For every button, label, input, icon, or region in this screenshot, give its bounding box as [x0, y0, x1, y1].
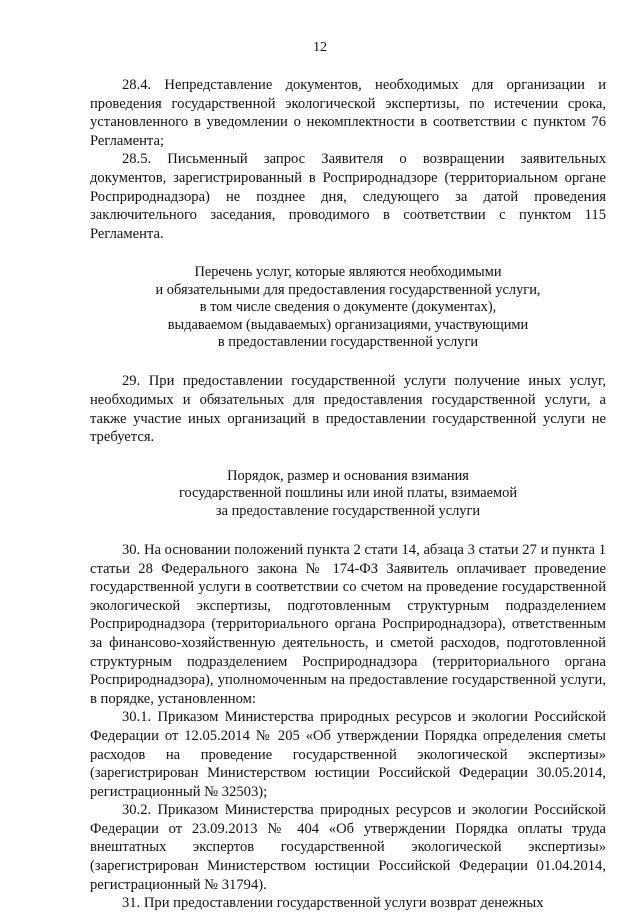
heading-line: Перечень услуг, которые являются необходимыми — [194, 264, 502, 281]
paragraph-28-4: 28.4. Непредставление документов, необходимых для организации и проведения государственной экологической экспертизы, по истечении срока, установленного в уведомлении о некомплектности в соответствии с пунктом 76 Регламента; — [90, 77, 606, 149]
heading-line: Порядок, размер и основания взимания — [227, 467, 469, 484]
heading-line: в предоставлении государственной услуги — [217, 333, 479, 350]
paragraph-30-2: 30.2. Приказом Министерства природных ресурсов и экологии Российской Федерации от 23.09.2013 № 404 «Об утверждении Порядка оплаты труда внештатных экспертов государственной экологической экспертизы» (зарегистрирован Министерством юстиции Российской Федерации 01.04.2014, регистрационный № 31794). — [90, 802, 606, 893]
heading-line: в том числе сведения о документе (документах), — [199, 299, 497, 316]
heading-line: за предоставление государственной услуги — [215, 502, 481, 519]
page-number: 12 — [313, 40, 327, 55]
paragraph-29: 29. При предоставлении государственной услуги получение иных услуг, необходимых и обязательных для предоставления государственной услуги, а также участие иных организаций в предоставлении государственной услуги не требуется. — [90, 373, 606, 446]
heading-line: и обязательными для предоставления государственной услуги, — [155, 281, 541, 298]
document-body — [90, 76, 606, 913]
paragraph-31: 31. При предоставлении государственной услуги возврат денежных — [122, 895, 544, 912]
heading-line: выдаваемом (выдаваемых) организациями, участвующими — [167, 316, 529, 333]
heading-line: государственной пошлины или иной платы, взимаемой — [178, 485, 518, 502]
section-heading-services — [90, 264, 606, 351]
paragraph-30-1: 30.1. Приказом Министерства природных ресурсов и экологии Российской Федерации от 12.05.2014 № 205 «Об утверждении Порядка определения сметы расходов на проведение государственной экологической экспертизы» (зарегистрирован Министерством юстиции Российской Федерации 30.05.2014, регистрационный № 32503); — [90, 709, 606, 800]
paragraph-30: 30. На основании положений пункта 2 стати 14, абзаца 3 статьи 27 и пункта 1 статьи 28 Федерального закона № 174-ФЗ Заявитель оплачивает проведение государственной услуги в соответствии со счетом на проведение государственной экологической экспертизы, подготовленным структурным подразделением Росприроднадзора (территориального органа Росприроднадзора), ответственным за финансово-хозяйственную деятельность, и сметой расходов, подготовленной структурным подразделением Росприроднадзора (территориального органа Росприроднадзора), уполномоченным на предоставление государственной услуги, в порядке, установленном: — [90, 541, 606, 707]
section-heading-fees — [90, 468, 606, 520]
paragraph-28-5: 28.5. Письменный запрос Заявителя о возвращении заявительных документов, зарегистрированный в Росприроднадзоре (территориальном органе Росприроднадзора) не позднее дня, следующего за датой проведения заключительного заседания, проводимого в соответствии с пунктом 115 Регламента. — [90, 151, 606, 242]
